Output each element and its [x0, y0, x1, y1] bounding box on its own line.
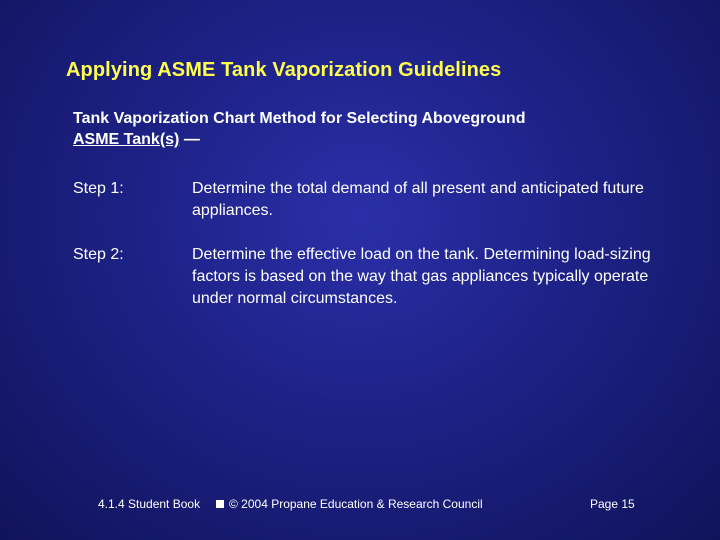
step-1-description: Determine the total demand of all present and anticipated future appliances.: [192, 180, 644, 219]
step-1-label: Step 1:: [73, 180, 124, 197]
footer-copyright: © 2004 Propane Education & Research Council: [229, 497, 483, 511]
slide-subtitle: [73, 108, 673, 150]
slide-title: Applying ASME Tank Vaporization Guidelines: [66, 59, 502, 81]
step-2-description: Determine the effective load on the tank. Determining load-sizing factors is based on the way that gas appliances typically operate under normal circumstances.: [192, 246, 651, 307]
footer-page-number: Page 15: [590, 497, 635, 511]
step-2-label: Step 2:: [73, 246, 124, 263]
subtitle-dash: —: [179, 131, 200, 148]
square-bullet-icon: [216, 500, 224, 508]
subtitle-underlined-term: ASME Tank(s): [73, 131, 180, 148]
footer-book-reference: 4.1.4 Student Book: [98, 497, 201, 511]
slide-footer: [98, 495, 658, 513]
subtitle-line-1: Tank Vaporization Chart Method for Selecting Aboveground: [73, 110, 526, 127]
